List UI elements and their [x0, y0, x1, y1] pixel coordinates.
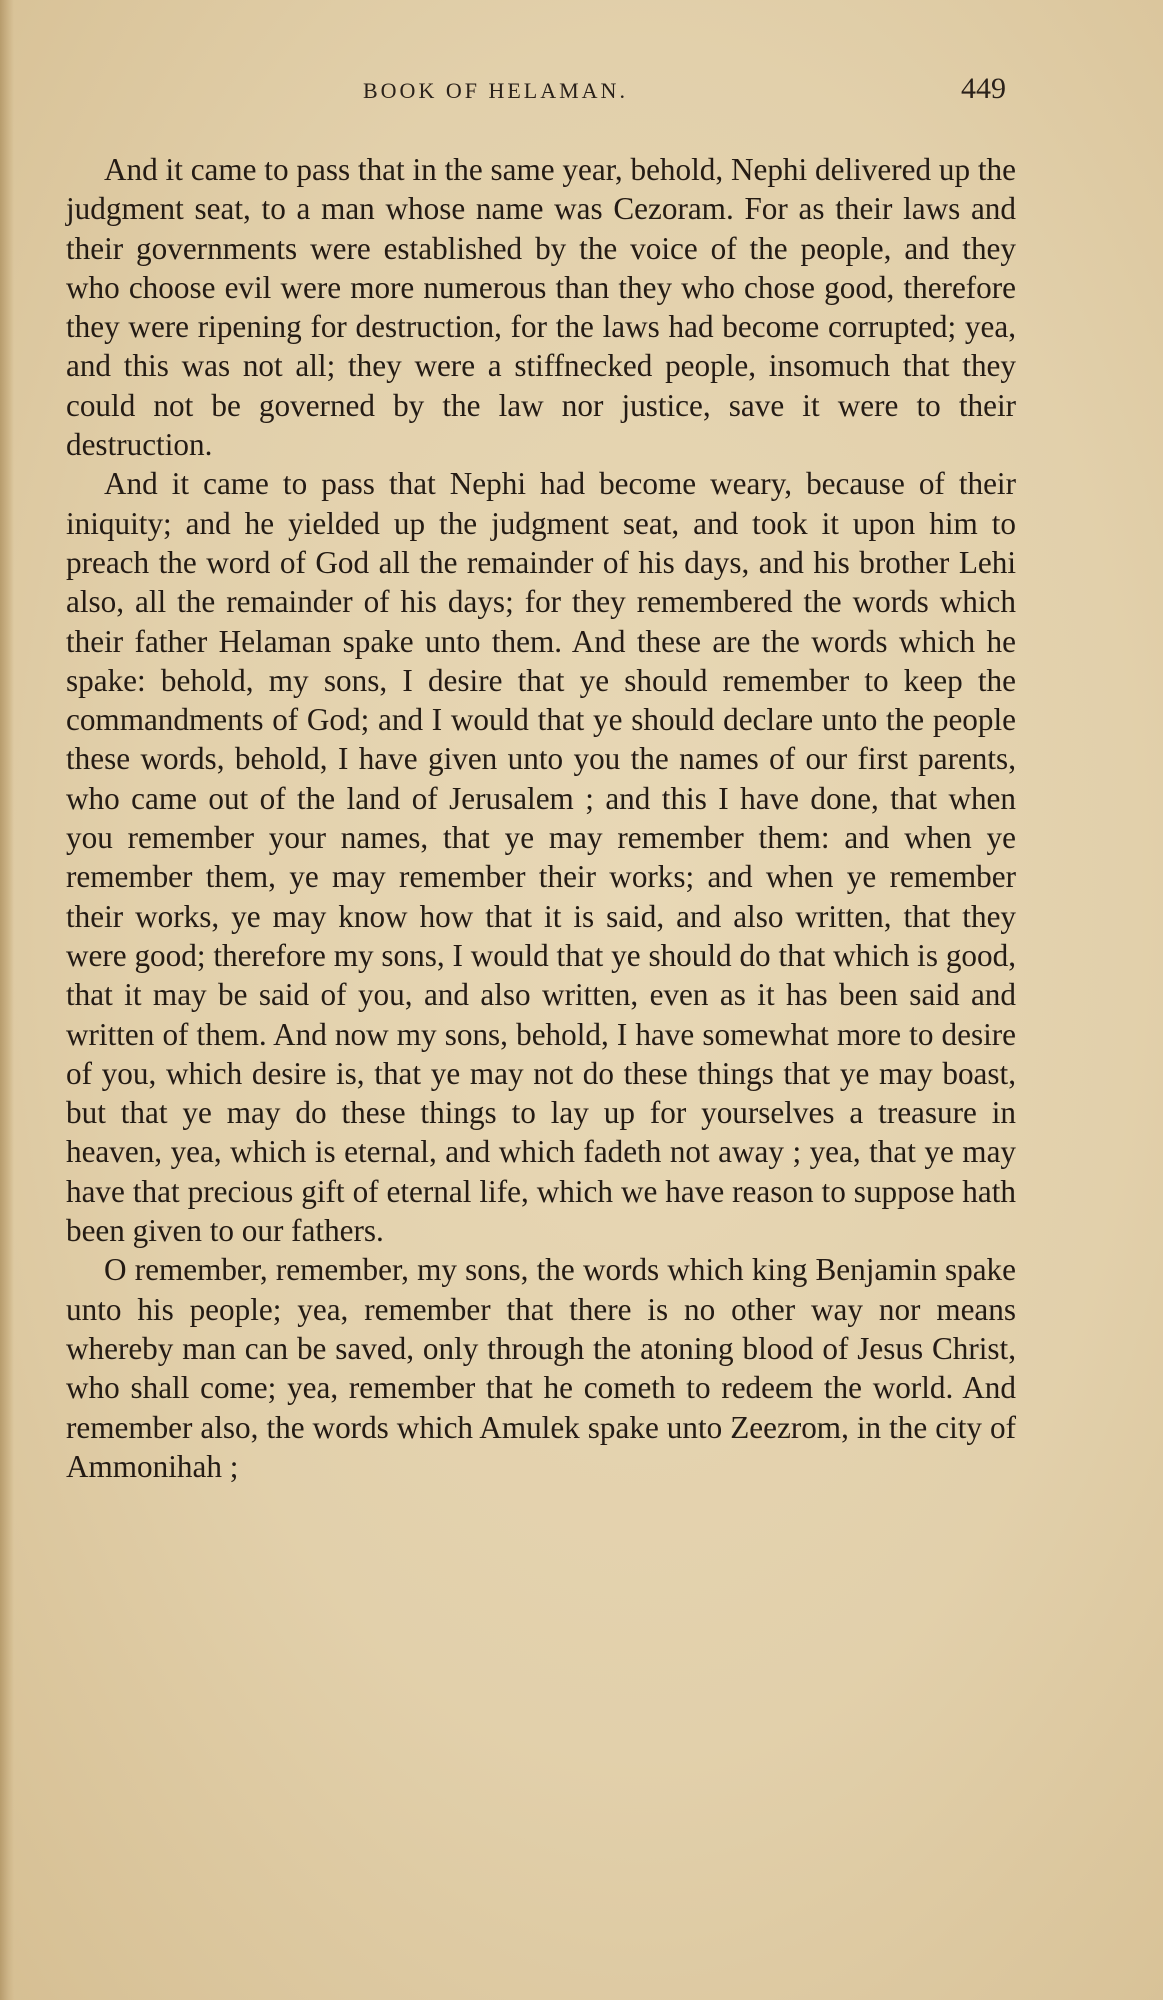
paragraph: O remember, remember, my sons, the words which king Benjamin spake unto his people; yea, remember that there is no other way nor means whereby man can be saved, only through the atoning blood of Jesus Christ, who shall come; yea, remember that he cometh to redeem the world. And remember also, the words which Amulek spake unto Zeezrom, in the city of Ammonihah ;	[66, 1252, 1016, 1484]
paragraph: And it came to pass that in the same year, behold, Nephi delivered up the judgment seat, to a man whose name was Cezoram. For as their laws and their governments were established by the voice of the people, and they who choose evil were more numerous than they who chose good, therefore they were ripening for destruction, for the laws had become corrupted; yea, and this was not all; they were a stiffnecked people, insomuch that they could not be governed by the law nor justice, save it were to their destruction.	[66, 152, 1016, 463]
body-text	[66, 150, 1016, 1486]
binding-edge	[0, 0, 14, 2000]
running-head: BOOK OF HELAMAN.	[363, 78, 628, 103]
page-number: 449	[961, 72, 1006, 105]
paragraph: And it came to pass that Nephi had become weary, because of their iniquity; and he yielded up the judgment seat, and took it upon him to preach the word of God all the remainder of his days, and his brother Lehi also, all the remainder of his days; for they remembered the words which their father Helaman spake unto them. And these are the words which he spake: behold, my sons, I desire that ye should remember to keep the commandments of God; and I would that ye should declare unto the people these words, behold, I have given unto you the names of our first parents, who came out of the land of Jerusalem ; and this I have done, that when you remember your names, that ye may remember them: and when ye remember them, ye may remember their works; and when ye remember their works, ye may know how that it is said, and also written, that they were good; therefore my sons, I would that ye should do that which is good, that it may be said of you, and also written, even as it has been said and written of them. And now my sons, behold, I have somewhat more to desire of you, which desire is, that ye may not do these things that ye may boast, but that ye may do these things to lay up for yourselves a treasure in heaven, yea, which is eternal, and which fadeth not away ; yea, that ye may have that precious gift of eternal life, which we have reason to suppose hath been given to our fathers.	[66, 466, 1016, 1249]
page-header	[0, 72, 1163, 112]
